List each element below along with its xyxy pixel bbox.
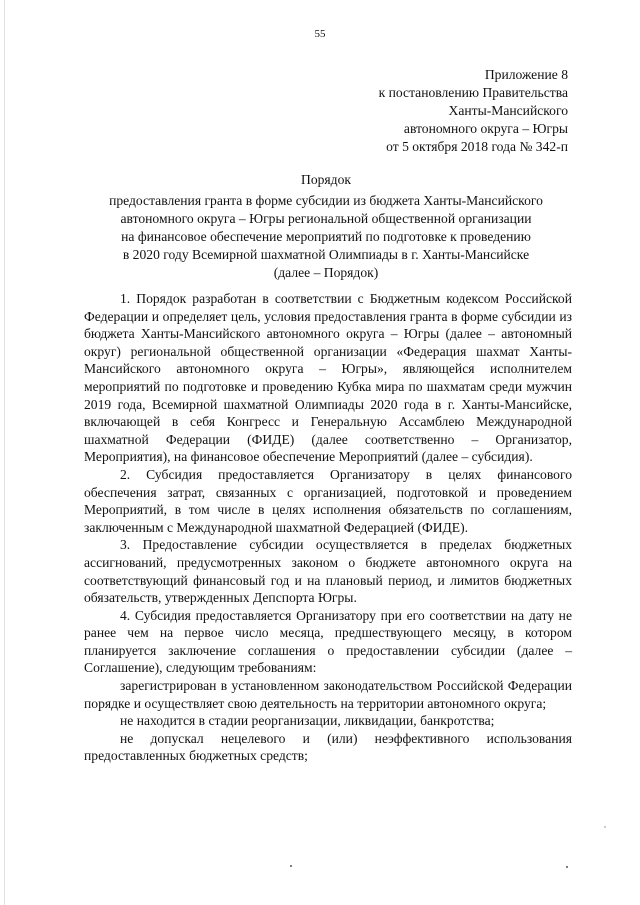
page-number: 55	[314, 28, 326, 40]
document-body	[84, 290, 572, 765]
paragraph-3: 3. Предоставление субсидии осуществляется в пределах бюджетных ассигнований, предусмотренных законом о бюджете автономного округа на соответствующий финансовый год и на плановый период, и лимитов бюджетных обязательств, утвержденных Депспорта Югры.	[84, 537, 572, 606]
title-line: на финансовое обеспечение мероприятий по подготовке к проведению	[121, 229, 531, 244]
scan-speck	[604, 826, 606, 828]
appendix-line: Приложение 8	[484, 67, 568, 82]
title-heading: Порядок	[301, 172, 351, 187]
appendix-line: от 5 октября 2018 года № 342-п	[386, 139, 568, 154]
appendix-block	[268, 66, 568, 156]
title-line: (далее – Порядок)	[273, 265, 379, 280]
appendix-line: к постановлению Правительства	[378, 85, 568, 100]
scan-edge-line	[4, 0, 5, 905]
paragraph-4: 4. Субсидия предоставляется Организатору при его соответствии на дату не ранее чем на первое число месяца, предшествующего месяцу, в котором планируется заключение соглашения о предоставлении субсидии (далее – Соглашение), следующим требованиям:	[84, 607, 572, 676]
requirement-no-misuse: не допускал нецелевого и (или) неэффективного использования предоставленных бюджетных средств;	[84, 730, 572, 764]
document-title	[76, 171, 576, 282]
title-line: автономного округа – Югры региональной общественной организации	[120, 211, 532, 226]
requirement-not-reorganizing: не находится в стадии реорганизации, ликвидации, банкротства;	[120, 713, 495, 729]
scan-speck	[566, 866, 568, 868]
requirement-registered: зарегистрирован в установленном законодательством Российской Федерации порядке и осуществляет свою деятельность на территории автономного округа;	[84, 678, 572, 711]
title-line: предоставления гранта в форме субсидии из бюджета Ханты-Мансийского	[109, 193, 543, 208]
title-line: в 2020 году Всемирной шахматной Олимпиады в г. Ханты-Мансийске	[122, 247, 530, 262]
scan-speck	[290, 865, 292, 867]
paragraph-1: 1. Порядок разработан в соответствии с Бюджетным кодексом Российской Федерации и определяет цель, условия предоставления гранта в форме субсидии из бюджета Ханты-Мансийского автономного округа – Югры (далее – автономный округ) региональной общественной организации «Федерация шахмат Ханты-Мансийского автономного округа – Югры», являющейся исполнителем мероприятий по подготовке и проведению Кубка мира по шахматам среди мужчин 2019 года, Всемирной шахматной Олимпиады 2020 года в г. Ханты-Мансийске, включающей в себя Конгресс и Генеральную Ассамблею Международной шахматной Федерации (ФИДЕ) (далее соответственно – Организатор, Мероприятия), на финансовое обеспечение Мероприятий (далее – субсидия).	[84, 291, 572, 465]
appendix-line: автономного округа – Югры	[403, 121, 568, 136]
paragraph-2: 2. Субсидия предоставляется Организатору в целях финансового обеспечения затрат, связанных с организацией, подготовкой и проведением Мероприятий, в том числе в целях исполнения обязательств по соглашениям, заключенным с Международной шахматной Федерацией (ФИДЕ).	[84, 466, 572, 535]
appendix-line: Ханты-Мансийского	[448, 103, 568, 118]
